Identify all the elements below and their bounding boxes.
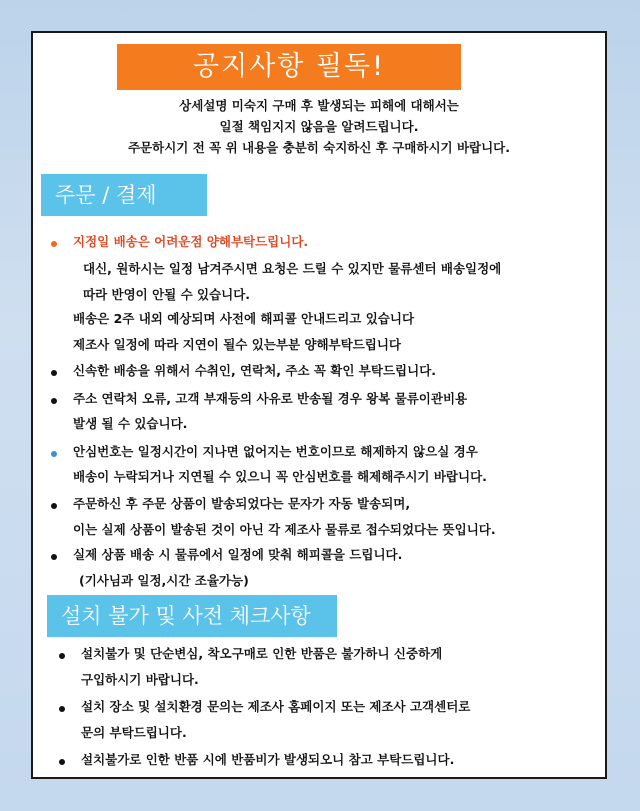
section-header-order-payment: 주문 / 결제 <box>41 174 207 216</box>
intro-line: 주문하시기 전 꼭 위 내용을 충분히 숙지하신 후 구매하시기 바랍니다. <box>127 140 511 155</box>
notice-sheet <box>31 31 607 779</box>
section-header-install-check: 설치 불가 및 사전 체크사항 <box>47 595 337 637</box>
intro-line: 일절 책임지지 않음을 알려드립니다. <box>219 119 419 134</box>
list-item-text: 발생 될 수 있습니다. <box>73 416 188 431</box>
list-item-text: 이는 실제 상품이 발송된 것이 아닌 각 제조사 물류로 접수되었다는 뜻입니다. <box>73 522 496 537</box>
list-item-text: 주소 연락처 오류, 고객 부재등의 사유로 반송될 경우 왕복 물류이관비용 <box>73 391 468 406</box>
bullet-icon <box>59 653 65 659</box>
list-item-text: 문의 부탁드립니다. <box>81 725 187 740</box>
intro-line: 상세설명 미숙지 구매 후 발생되는 피해에 대해서는 <box>179 98 459 113</box>
notice-title: 공지사항 필독! <box>117 44 461 90</box>
bullet-icon <box>51 241 57 247</box>
list-item-text: 안심번호는 일정시간이 지나면 없어지는 번호이므로 해제하지 않으실 경우 <box>73 444 478 459</box>
list-item-text: 배송이 누락되거나 지연될 수 있으니 꼭 안심번호를 해제해주시기 바랍니다. <box>73 469 487 484</box>
list-item-text: 설치 장소 및 설치환경 문의는 제조사 홈페이지 또는 제조사 고객센터로 <box>81 699 471 714</box>
bullet-icon <box>51 503 57 509</box>
list-item-text: 따라 반영이 안될 수 있습니다. <box>83 287 251 302</box>
list-item-text: 설치불가 및 단순변심, 착오구매로 인한 반품은 불가하니 신중하게 <box>81 646 443 661</box>
bullet-icon <box>51 451 57 457</box>
list-item-text: 구입하시기 바랍니다. <box>81 672 199 687</box>
list-item-text: (기사님과 일정,시간 조율가능) <box>79 573 249 588</box>
bullet-icon <box>51 554 57 560</box>
list-item-text: 실제 상품 배송 시 물류에서 일정에 맞춰 해피콜을 드립니다. <box>73 547 403 562</box>
list-item-text: 대신, 원하시는 일정 남겨주시면 요청은 드릴 수 있지만 물류센터 배송일정에 <box>83 261 502 276</box>
bullet-icon <box>59 759 65 765</box>
list-item-text: 주문하신 후 주문 상품이 발송되었다는 문자가 자동 발송되며, <box>73 496 411 511</box>
list-item-text: 배송은 2주 내외 예상되며 사전에 해피콜 안내드리고 있습니다 <box>73 311 415 326</box>
bullet-icon <box>51 398 57 404</box>
list-item-text: 제조사 일정에 따라 지연이 될수 있는부분 양해부탁드립니다 <box>73 337 401 352</box>
intro-text <box>33 95 605 158</box>
list-item-text: 설치불가로 인한 반품 시에 반품비가 발생되오니 참고 부탁드립니다. <box>81 752 455 767</box>
list-item-text: 지정일 배송은 어려운점 양해부탁드립니다. <box>73 234 309 249</box>
bullet-icon <box>59 706 65 712</box>
list-item-text: 신속한 배송을 위해서 수취인, 연락처, 주소 꼭 확인 부탁드립니다. <box>73 363 437 378</box>
bullet-icon <box>51 370 57 376</box>
